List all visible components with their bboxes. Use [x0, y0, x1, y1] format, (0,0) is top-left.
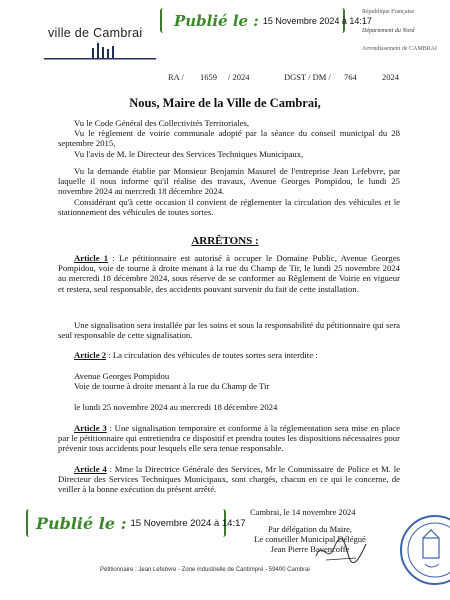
signature-name: Jean Pierre Bavencoffe: [270, 544, 350, 554]
article-3: [58, 423, 400, 454]
ref-ra-number: 1659: [200, 72, 217, 82]
article-1-text: : Le pétitionnaire est autorisé à occuper le Domaine Public, Avenue Georges Pompidou, voie de tourne à droite menant à la rue du Champ de Tir, le lundi 25 novembre 2024 au mercredi 18 décembre 2024, sous réserve de se conformer au Règlement de Voirie en vigueur et restera, seul responsable, des accidents pouvant survenir du fait de cette installation.: [58, 253, 401, 294]
city-seal-icon: [395, 500, 450, 600]
preamble-considerant: Considérant qu'à cette occasion il convient de réglementer la circulation des véhicules et le stationnement des véhicules de toutes sortes.: [58, 197, 400, 218]
ref-service-year: 2024: [382, 72, 399, 82]
publication-stamp: [160, 8, 372, 33]
stamp-label: Publié le :: [174, 11, 259, 30]
article-4-text: : Mme la Directrice Générale des Services, Mr le Commissaire de Police et M. le Directeur des Services Techniques Municipaux, sont chargés, chacun en ce qui le concerne, de veiller à la bonne exécution du présent arrêté.: [58, 464, 400, 495]
article-2-label: Article 2: [74, 350, 107, 360]
stamp-date: 15 Novembre 2024 à 14:17: [262, 15, 372, 26]
department-label: Département du Nord: [362, 28, 415, 35]
city-logo: [40, 16, 160, 66]
arrondissement-label: Arrondissement de CAMBRAI: [362, 46, 437, 53]
page-title: Nous, Maire de la Ville de Cambrai,: [129, 96, 321, 110]
article-3-label: Article 3: [74, 423, 107, 433]
signature-place-date: Cambrai, le 14 novembre 2024: [250, 507, 356, 517]
article-2-location-2: Voie de tourne à droite menant à la rue du Champ de Tir: [74, 381, 270, 391]
article-2: [58, 350, 400, 360]
article-1: [58, 253, 400, 294]
ref-service: DGST / DM /: [284, 72, 331, 82]
preamble-vu-1: Vu le Code Général des Collectivités Territoriales,: [74, 118, 250, 128]
signature-delegation: Par délégation du Maire,: [267, 524, 353, 534]
ref-service-number: 764: [344, 72, 357, 82]
arretons-heading: ARRÊTONS :: [191, 235, 259, 247]
logo-text: ville de Cambrai: [48, 26, 143, 40]
article-1-label: Article 1: [74, 253, 109, 263]
preamble-vu-3: Vu l'avis de M. le Directeur des Services Techniques Municipaux,: [74, 149, 304, 159]
article-4-label: Article 4: [74, 464, 107, 474]
article-1-signalisation: Une signalisation sera installée par les soins et sous la responsabilité du pétitionnaire qui sera seul responsable de cette signalisation.: [58, 320, 400, 341]
stamp-label: Publié le :: [36, 513, 127, 533]
ref-ra: RA /: [168, 72, 184, 82]
publication-stamp-bottom: [26, 509, 246, 537]
preamble-demande: Vu la demande établie par Monsieur Benjamin Masurel de l'entreprise Jean Lefebvre, par laquelle il nous informe qu'il réalise des travaux, Avenue Georges Pompidou, le lundi 25 novembre 2024 au mercredi 18 décembre 2024.: [58, 166, 400, 197]
ref-ra-year: / 2024: [228, 72, 250, 82]
signature-role: Le conseiller Municipal Délégué: [254, 534, 366, 544]
official-seal: [395, 500, 450, 600]
article-3-text: : Une signalisation temporaire et conforme à la réglementation sera mise en place par le pétitionnaire qui entretiendra ce dispositif et prendra toutes les dispositions nécessaires pour prévenir tous accidents pour lesquels elle sera tenue responsable.: [58, 423, 401, 454]
administrative-header: [362, 9, 447, 54]
article-2-location-1: Avenue Georges Pompidou: [74, 371, 170, 381]
article-2-dates: le lundi 25 novembre 2024 au mercredi 18 décembre 2024: [74, 402, 278, 412]
petitioner-footer: Pétitionnaire : Jean Lefebvre - Zone industrielle de Cantimpré - 59400 Cambrai: [100, 567, 310, 573]
republic-label: République Française: [362, 9, 415, 15]
article-2-text: : La circulation des véhicules de toutes sortes sera interdite :: [106, 350, 318, 360]
stamp-date: 15 Novembre 2024 à 14:17: [130, 517, 246, 529]
handwritten-signature-icon: [312, 536, 372, 566]
city-skyline-icon: [40, 42, 160, 62]
preamble-vu-2: Vu le règlement de voirie communale adopté par la séance du conseil municipal du 28 septembre 2015,: [58, 128, 400, 149]
article-4: [58, 464, 400, 495]
